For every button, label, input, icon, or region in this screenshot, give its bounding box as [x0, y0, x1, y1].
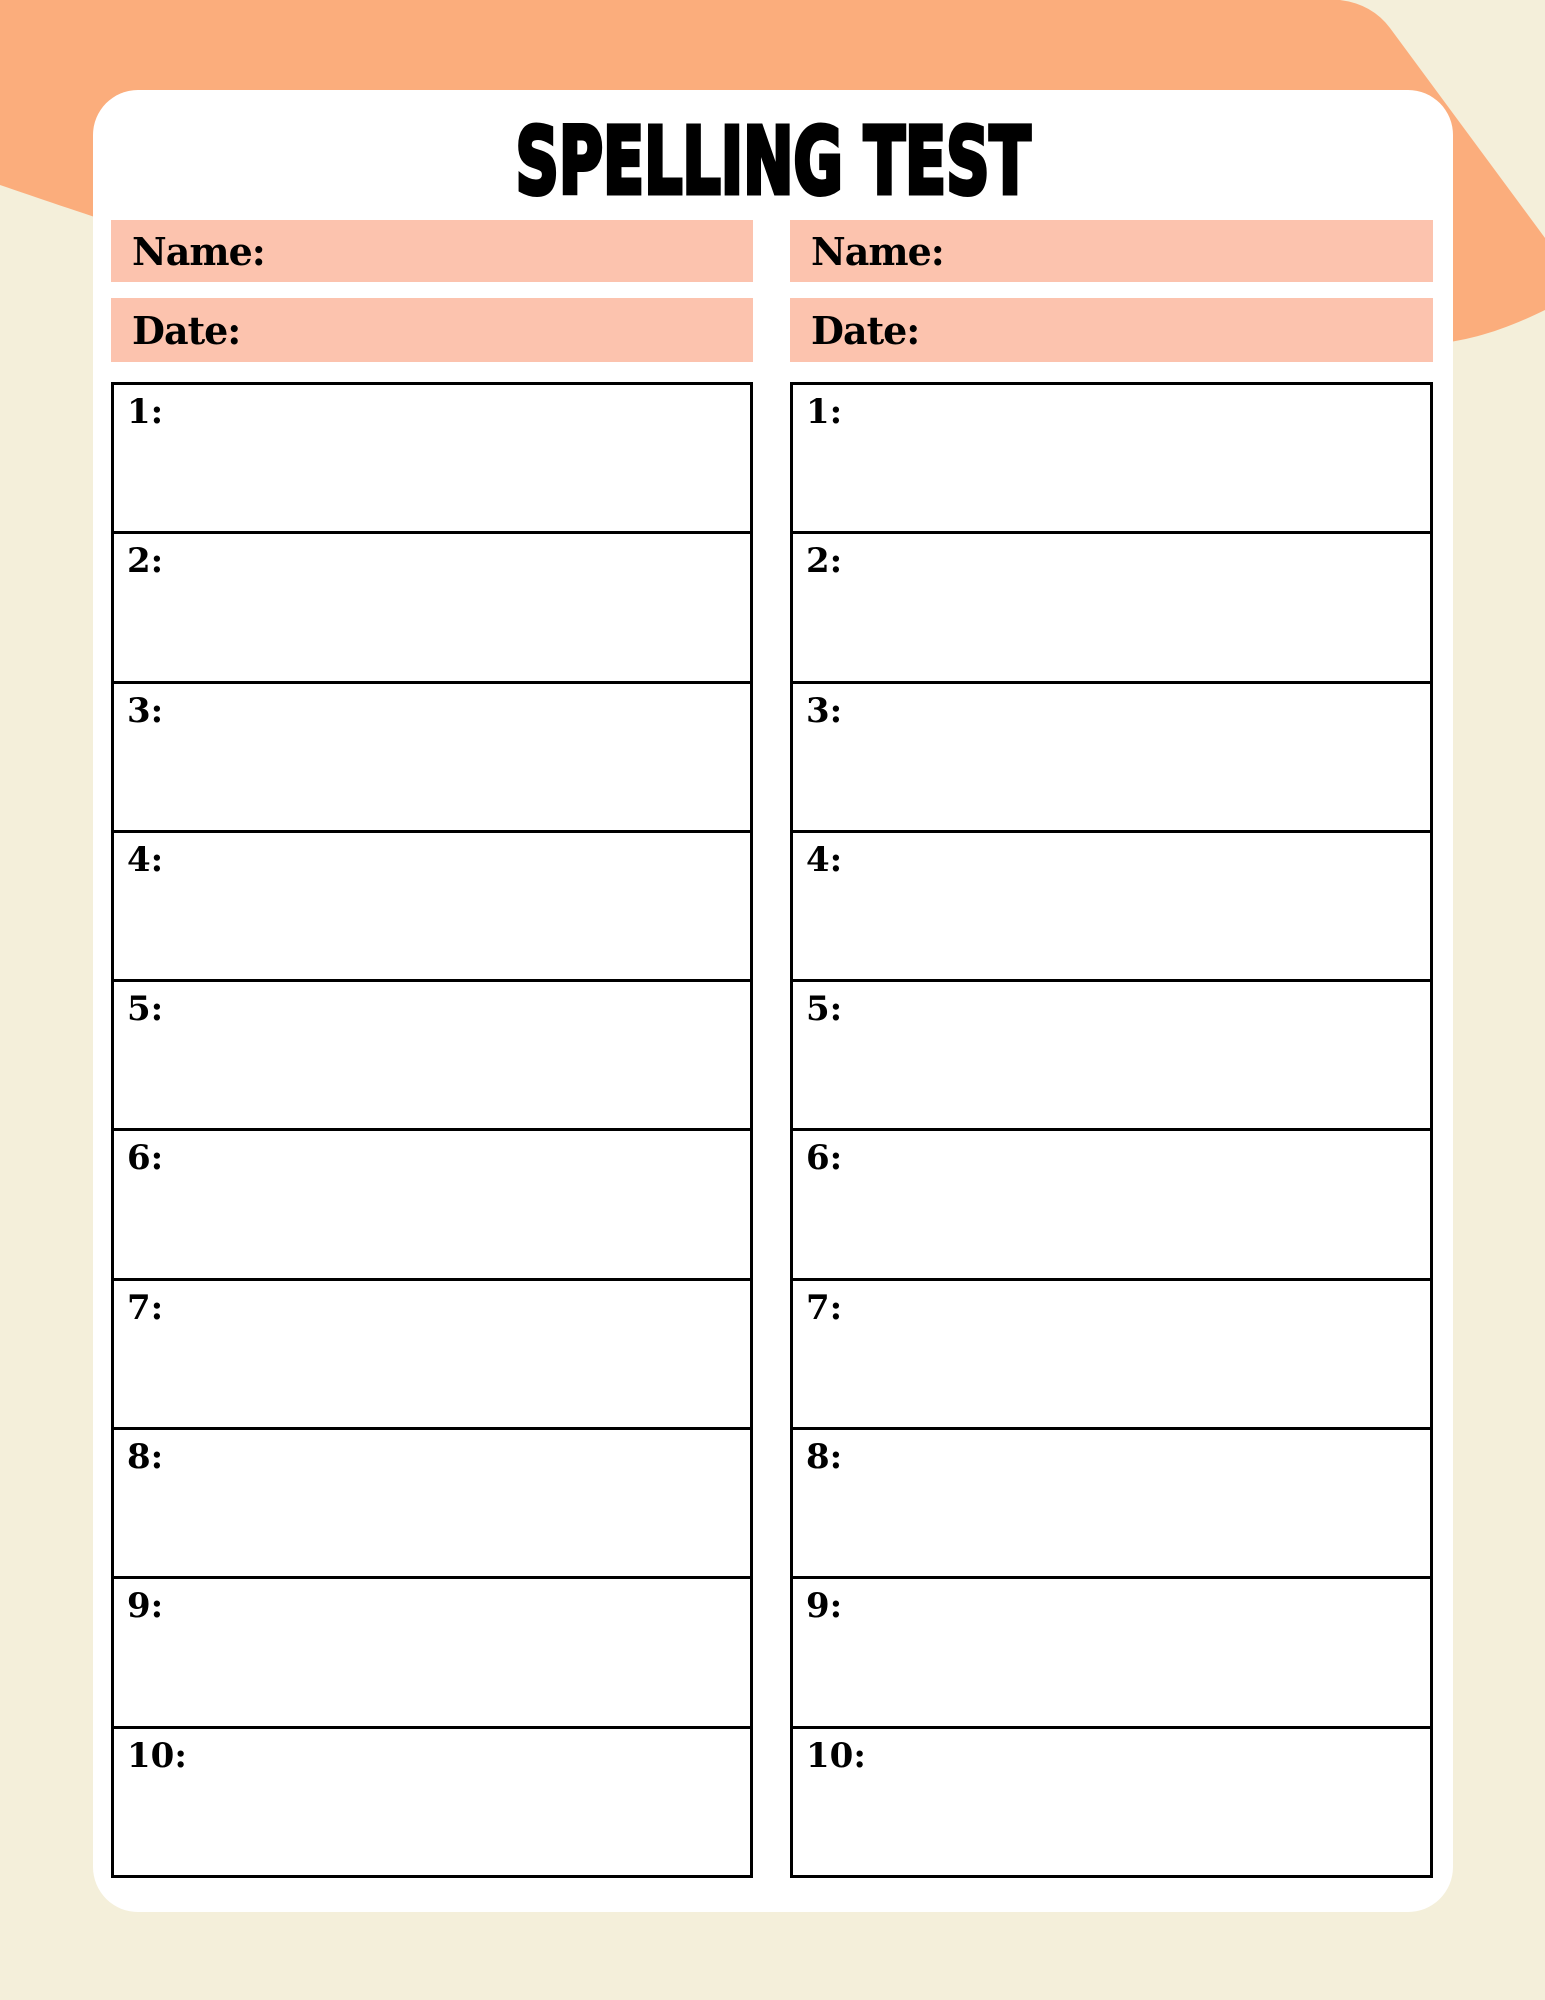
row-number-label: 5:: [806, 989, 843, 1030]
answer-row[interactable]: [114, 1729, 750, 1875]
row-number-label: 4:: [127, 839, 164, 880]
row-number-label: 6:: [806, 1138, 843, 1179]
name-field[interactable]: [111, 220, 753, 282]
date-field[interactable]: [790, 298, 1433, 362]
worksheet-card: [93, 90, 1453, 1912]
row-number-label: 7:: [127, 1287, 164, 1328]
row-number-label: 8:: [127, 1437, 164, 1478]
answer-row[interactable]: [793, 1579, 1430, 1728]
answers-table: [790, 382, 1433, 1878]
answer-row[interactable]: [793, 1281, 1430, 1430]
name-field[interactable]: [790, 220, 1433, 282]
date-label: Date:: [811, 307, 920, 353]
answer-row[interactable]: [114, 982, 750, 1131]
title-banner: [93, 96, 1453, 211]
answer-row[interactable]: [114, 1281, 750, 1430]
answer-row[interactable]: [114, 534, 750, 683]
row-number-label: 10:: [806, 1735, 866, 1776]
answer-row[interactable]: [114, 1579, 750, 1728]
row-number-label: 2:: [806, 541, 843, 582]
answer-row[interactable]: [793, 534, 1430, 683]
row-number-label: 2:: [127, 541, 164, 582]
row-number-label: 1:: [806, 392, 843, 432]
page-title: SPELLING TEST: [515, 108, 1031, 211]
name-label: Name:: [811, 228, 944, 274]
row-number-label: 4:: [806, 839, 843, 880]
row-number-label: 6:: [127, 1138, 164, 1179]
answer-row[interactable]: [793, 1729, 1430, 1875]
row-number-label: 10:: [127, 1735, 187, 1776]
answers-table: [111, 382, 753, 1878]
row-number-label: 3:: [127, 690, 164, 731]
answer-row[interactable]: [793, 833, 1430, 982]
row-number-label: 1:: [127, 392, 164, 432]
row-number-label: 9:: [127, 1586, 164, 1627]
answer-row[interactable]: [793, 1131, 1430, 1280]
row-number-label: 9:: [806, 1586, 843, 1627]
row-number-label: 3:: [806, 690, 843, 731]
row-number-label: 8:: [806, 1437, 843, 1478]
row-number-label: 7:: [806, 1287, 843, 1328]
answer-row[interactable]: [793, 385, 1430, 534]
student-column-left: [111, 220, 753, 1878]
answer-row[interactable]: [114, 1430, 750, 1579]
name-label: Name:: [132, 228, 265, 274]
date-label: Date:: [132, 307, 241, 353]
answer-row[interactable]: [793, 684, 1430, 833]
answer-row[interactable]: [114, 684, 750, 833]
answer-row[interactable]: [793, 1430, 1430, 1579]
date-field[interactable]: [111, 298, 753, 362]
answer-row[interactable]: [793, 982, 1430, 1131]
student-column-right: [790, 220, 1433, 1878]
answer-row[interactable]: [114, 833, 750, 982]
answer-row[interactable]: [114, 385, 750, 534]
row-number-label: 5:: [127, 989, 164, 1030]
answer-row[interactable]: [114, 1131, 750, 1280]
